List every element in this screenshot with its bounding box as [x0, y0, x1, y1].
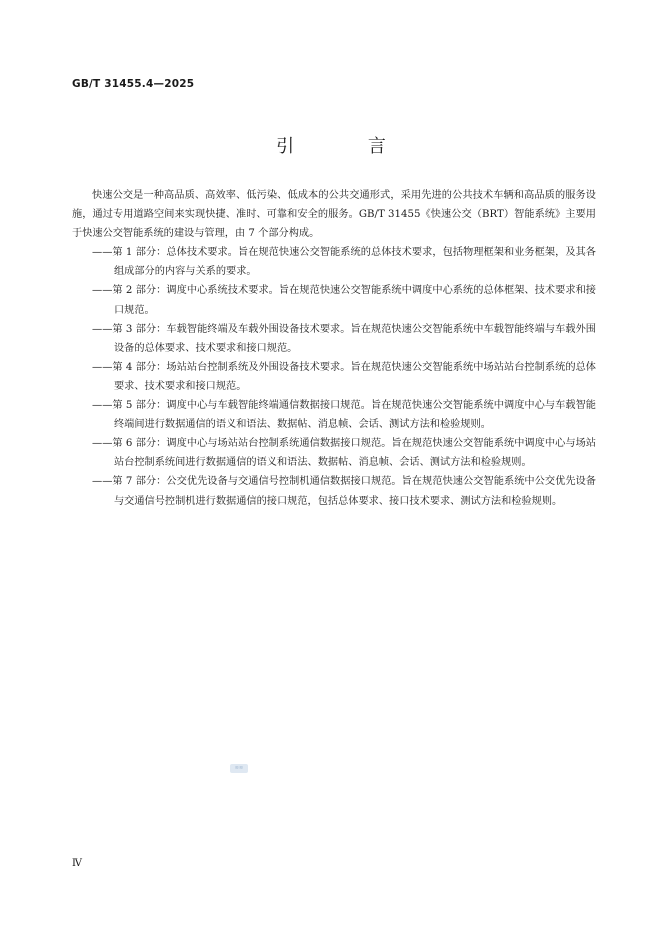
list-item: ——第 6 部分：调度中心与场站站台控制系统通信数据接口规范。旨在规范快速公交智能系统中调度中心与场站站台控制系统间进行数据通信的语义和语法、数据帖、消息帧、会话、测试方法和检验规则。: [92, 438, 596, 469]
intro-paragraph: 快速公交是一种高品质、高效率、低污染、低成本的公共交通形式，采用先进的公共技术车辆和高品质的服务设施，通过专用道路空间来实现快捷、准时、可靠和安全的服务。GB/T 31455《快速公交（BRT）智能系统》主要用于快速公交智能系统的建设与管理，由 7 个部分构成。: [72, 190, 596, 240]
section-title: 引 言: [276, 136, 420, 157]
list-item: ——第 5 部分：调度中心与车载智能终端通信数据接口规范。旨在规范快速公交智能系统中调度中心与车载智能终端间进行数据通信的语义和语法、数据帖、消息帧、会话、测试方法和检验规则。: [92, 400, 596, 431]
watermark-logo-icon: ≋≋: [230, 764, 248, 773]
list-item: ——第 4 部分：场站站台控制系统及外围设备技术要求。旨在规范快速公交智能系统中场站站台控制系统的总体要求、技术要求和接口规范。: [92, 361, 596, 392]
document-number: GB/T 31455.4—2025: [72, 78, 195, 90]
section-body: [72, 186, 596, 511]
list-item: ——第 2 部分：调度中心系统技术要求。旨在规范快速公交智能系统中调度中心系统的总体框架、技术要求和接口规范。: [92, 285, 596, 316]
list-item: ——第 3 部分：车载智能终端及车载外围设备技术要求。旨在规范快速公交智能系统中车载智能终端与车载外围设备的总体要求、技术要求和接口规范。: [92, 323, 596, 354]
list-item: ——第 1 部分：总体技术要求。旨在规范快速公交智能系统的总体技术要求，包括物理框架和业务框架，及其各组成部分的内容与关系的要求。: [92, 247, 596, 278]
page-number: Ⅳ: [72, 858, 82, 869]
parts-list: [72, 243, 596, 510]
list-item: ——第 7 部分：公交优先设备与交通信号控制机通信数据接口规范。旨在规范快速公交智能系统中公交优先设备与交通信号控制机进行数据通信的接口规范，包括总体要求、接口技术要求、测试方法和检验规则。: [92, 476, 596, 507]
